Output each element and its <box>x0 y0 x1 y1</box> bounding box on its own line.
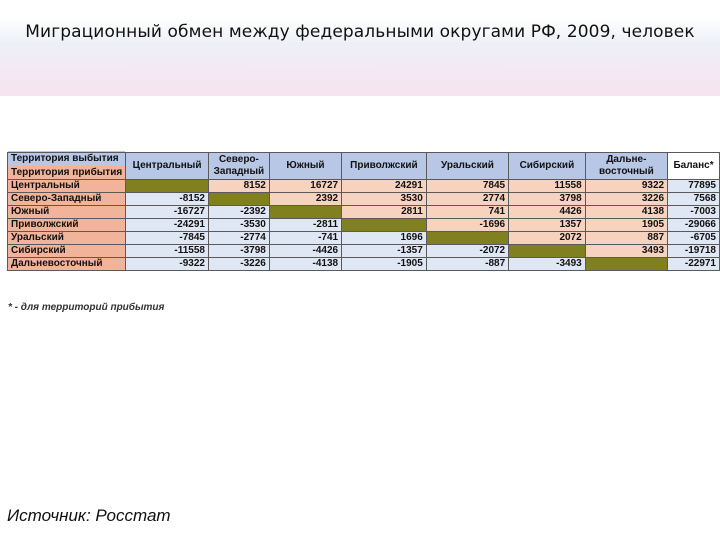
table-cell: 4138 <box>585 206 667 219</box>
corner-header <box>8 153 126 180</box>
table-cell: -1696 <box>426 219 508 232</box>
row-header: Уральский <box>8 232 126 245</box>
table-cell: 11558 <box>509 180 586 193</box>
col-header-siberia: Сибирский <box>509 153 586 180</box>
table-cell: 8152 <box>208 180 269 193</box>
footnote: * - для территорий прибытия <box>8 302 165 313</box>
table-cell: 1696 <box>342 232 427 245</box>
row-header: Северо-Западный <box>8 193 126 206</box>
table-row <box>8 193 720 206</box>
table-cell: 16727 <box>269 180 341 193</box>
table-row <box>8 245 720 258</box>
table-cell: 2774 <box>426 193 508 206</box>
diagonal-cell <box>426 232 508 245</box>
table-cell: -7845 <box>126 232 209 245</box>
balance-cell: 7568 <box>668 193 720 206</box>
balance-cell: -22971 <box>668 258 720 271</box>
table-cell: -3798 <box>208 245 269 258</box>
row-header: Дальневосточный <box>8 258 126 271</box>
row-header: Центральный <box>8 180 126 193</box>
col-header-northwest: Северо- Западный <box>208 153 269 180</box>
table-cell: -2392 <box>208 206 269 219</box>
balance-cell: -7003 <box>668 206 720 219</box>
table-cell: -887 <box>426 258 508 271</box>
table-cell: -1357 <box>342 245 427 258</box>
table-cell: 4426 <box>509 206 586 219</box>
balance-cell: 77895 <box>668 180 720 193</box>
table-cell: 3530 <box>342 193 427 206</box>
row-header: Южный <box>8 206 126 219</box>
table-cell: -4426 <box>269 245 341 258</box>
table-cell: 1357 <box>509 219 586 232</box>
col-header-fareast: Дальне- восточный <box>585 153 667 180</box>
diagonal-cell <box>585 258 667 271</box>
table-cell: 9322 <box>585 180 667 193</box>
table-cell: -3493 <box>509 258 586 271</box>
diagonal-cell <box>269 206 341 219</box>
table-cell: -16727 <box>126 206 209 219</box>
table-cell: -741 <box>269 232 341 245</box>
table-cell: 3798 <box>509 193 586 206</box>
table-cell: -9322 <box>126 258 209 271</box>
slide-title: Миграционный обмен между федеральными округами РФ, 2009, человек <box>25 22 695 42</box>
source-note: Источник: Росстат <box>7 506 171 525</box>
table-cell: 741 <box>426 206 508 219</box>
table-cell: -3226 <box>208 258 269 271</box>
diagonal-cell <box>509 245 586 258</box>
table-cell: -8152 <box>126 193 209 206</box>
row-header: Сибирский <box>8 245 126 258</box>
table-header-row <box>8 153 720 180</box>
corner-arrival-label: Территория прибытия <box>11 167 123 178</box>
migration-table <box>7 152 720 271</box>
table-cell: 2072 <box>509 232 586 245</box>
diagonal-cell <box>126 180 209 193</box>
diagonal-cell <box>208 193 269 206</box>
col-header-south: Южный <box>269 153 341 180</box>
corner-departure-label: Территория выбытия <box>8 151 125 166</box>
table-cell: 24291 <box>342 180 427 193</box>
table-cell: 7845 <box>426 180 508 193</box>
title-band <box>0 0 720 96</box>
table-cell: 2811 <box>342 206 427 219</box>
table-row <box>8 206 720 219</box>
row-header: Приволжский <box>8 219 126 232</box>
table-cell: 3493 <box>585 245 667 258</box>
table-cell: -24291 <box>126 219 209 232</box>
balance-cell: -29066 <box>668 219 720 232</box>
table-cell: 3226 <box>585 193 667 206</box>
table-cell: -11558 <box>126 245 209 258</box>
table-row <box>8 258 720 271</box>
table-cell: 887 <box>585 232 667 245</box>
table-cell: 2392 <box>269 193 341 206</box>
table-cell: -4138 <box>269 258 341 271</box>
col-header-central: Центральный <box>126 153 209 180</box>
col-header-volga: Приволжский <box>342 153 427 180</box>
table-cell: 1905 <box>585 219 667 232</box>
balance-cell: -6705 <box>668 232 720 245</box>
balance-cell: -19718 <box>668 245 720 258</box>
table-cell: -2774 <box>208 232 269 245</box>
table-cell: -3530 <box>208 219 269 232</box>
table-row <box>8 219 720 232</box>
table-row <box>8 232 720 245</box>
table-row <box>8 180 720 193</box>
diagonal-cell <box>342 219 427 232</box>
table-cell: -2072 <box>426 245 508 258</box>
table-cell: -2811 <box>269 219 341 232</box>
col-header-balance: Баланс* <box>668 153 720 180</box>
table-cell: -1905 <box>342 258 427 271</box>
col-header-ural: Уральский <box>426 153 508 180</box>
